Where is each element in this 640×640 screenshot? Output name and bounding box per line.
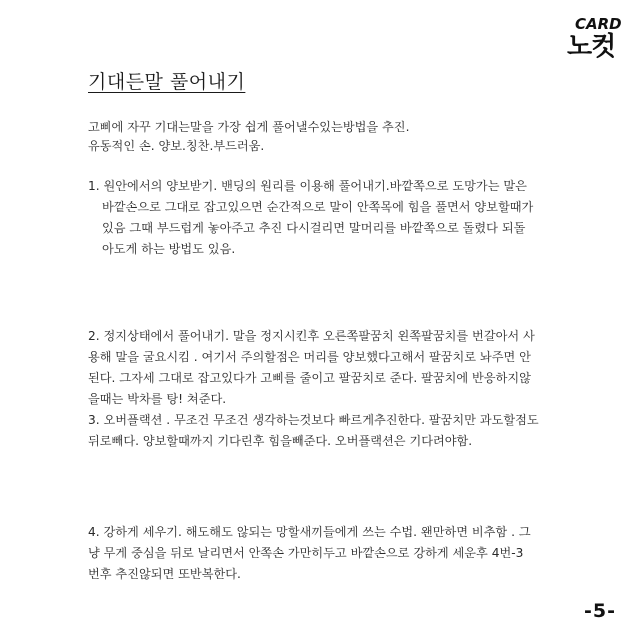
item-2-line: 을때는 박차를 탕! 쳐준다. <box>88 392 227 406</box>
item-1-line: 아도게 하는 방법도 있음. <box>102 242 236 256</box>
intro-line: 고삐에 자꾸 기대는말을 가장 쉽게 풀어낼수있는방법을 추진. <box>88 120 410 134</box>
item-4-line: 냥 무게 중심을 뒤로 날리면서 안쪽손 가만히두고 바깥손으로 강하게 세운후 4번-3 <box>88 546 524 560</box>
card-nocut-logo <box>567 16 625 74</box>
item-2-line: 된다. 그자세 그대로 잡고있다가 고삐를 줄이고 팔꿈치로 준다. 팔꿈치에 반응하지않 <box>88 371 531 385</box>
item-1-paragraph <box>88 176 533 260</box>
item-3-line: 3. 오버플랙션 . 무조건 무조건 생각하는것보다 빠르게추진한다. 팔꿈치만 과도할점도 <box>88 413 539 427</box>
item-4-line: 번후 추진않되면 또반복한다. <box>88 567 241 581</box>
intro-line: 유동적인 손. 양보.칭찬.부드러움. <box>88 139 265 153</box>
item-4-paragraph <box>88 522 531 585</box>
item-1-line: 있음 그때 부드럽게 놓아주고 추진 다시걸리면 말머리를 바깥쪽으로 돌렸다 되돌 <box>102 221 526 235</box>
page-title: 기대든말 풀어내기 <box>88 71 246 93</box>
page-number: -5- <box>584 600 616 622</box>
item-4-line: 4. 강하게 세우기. 해도해도 않되는 망할새끼들에게 쓰는 수법. 왠만하면 비추함 . 그 <box>88 525 531 539</box>
intro-paragraph <box>88 118 409 156</box>
item-3-line: 뒤로빼다. 양보할때까지 기다린후 힘을빼준다. 오버플랙션은 기다려야함. <box>88 434 473 448</box>
logo-card-text: CARD <box>575 15 622 33</box>
item-1-line: 1. 원안에서의 양보받기. 밴딩의 원리를 이용해 풀어내기.바깥쪽으로 도망가는 말은 <box>88 179 527 193</box>
item-2-line: 2. 정지상태에서 풀어내기. 말을 정지시킨후 오른쪽팔꿈치 왼쪽팔꿈치를 번갈아서 사 <box>88 329 535 343</box>
item-1-line: 바깥손으로 그대로 잡고있으면 순간적으로 말이 안쪽목에 힘을 풀면서 양보할때가 <box>102 200 534 214</box>
item-2-3-paragraph <box>88 326 539 452</box>
item-2-line: 용해 말을 굴요시킴 . 여기서 주의할점은 머리를 양보했다고해서 팔꿈치로 놔주면 안 <box>88 350 531 364</box>
logo-main-text: 노컷 <box>567 32 616 62</box>
